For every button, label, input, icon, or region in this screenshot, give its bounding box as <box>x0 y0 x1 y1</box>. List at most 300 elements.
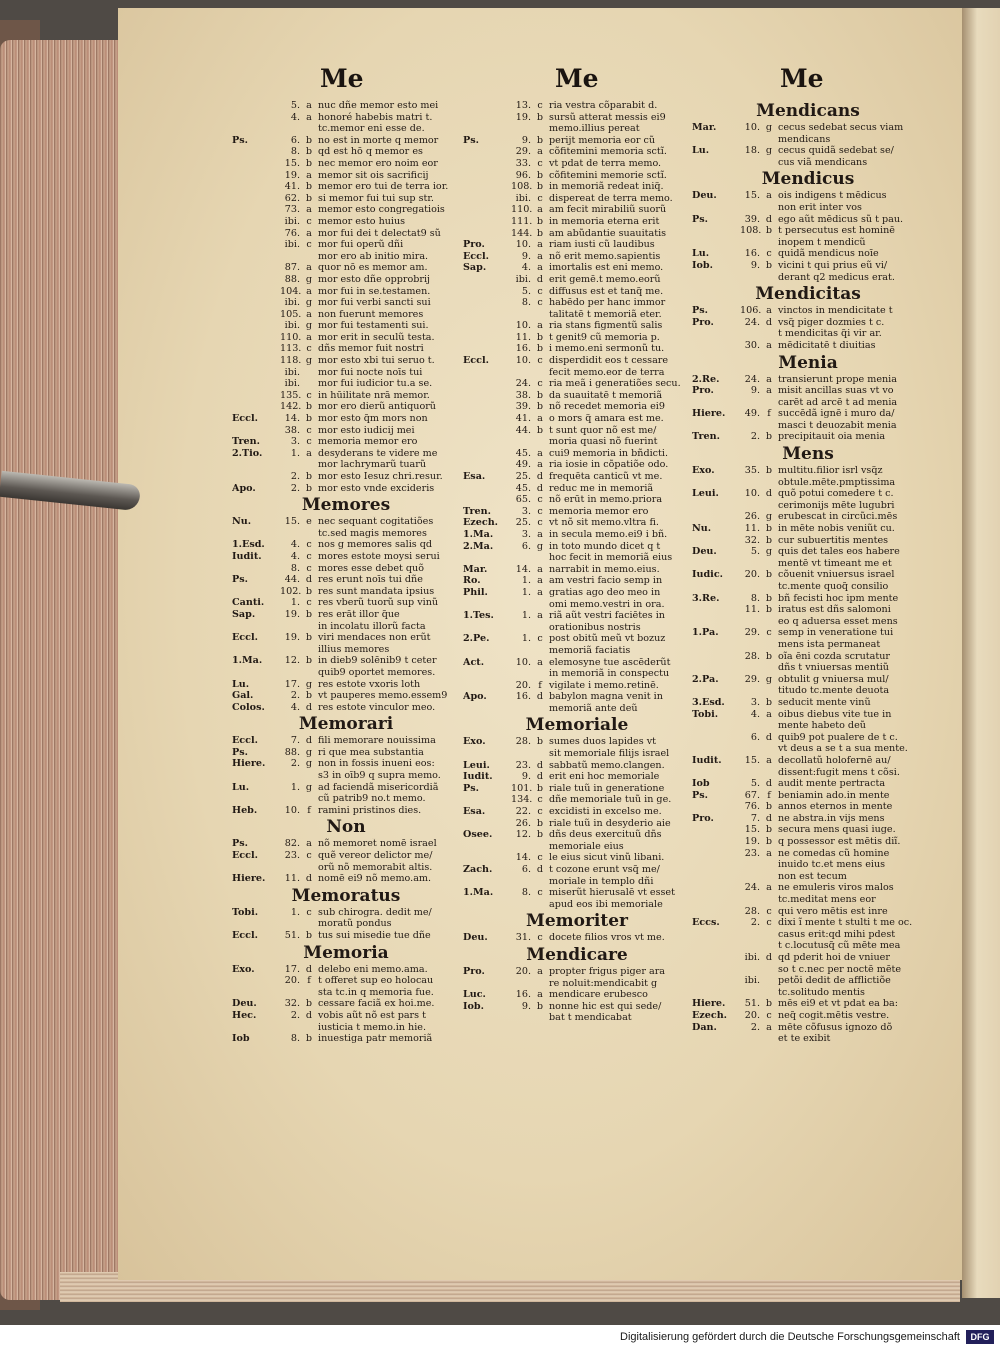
entry-line <box>692 1010 924 1022</box>
entry-text: sursũ atterat̃ messis ei9 <box>549 111 666 123</box>
entry-line <box>692 214 924 226</box>
section-letter: c <box>306 424 312 436</box>
chapter-number: 12. <box>284 655 300 667</box>
ref-abbrev: Lu. <box>232 781 250 793</box>
lemma-heading: Memorari <box>298 714 394 735</box>
section-letter: d <box>536 759 544 771</box>
section-letter: b <box>765 534 773 546</box>
chapter-number: 3. <box>290 436 300 448</box>
chapter-number: 1. <box>290 597 300 609</box>
entry-text: sumes duos lapides vt <box>549 736 656 748</box>
ref-abbrev: Gal. <box>232 690 254 702</box>
entry-text: oĩa ēni cozda scrutatur <box>778 650 890 662</box>
section-letter: d <box>765 812 773 824</box>
entry-text: talitatē t memoriã eter. <box>549 308 662 320</box>
entry-text: cũ patrib9 no.t memo. <box>318 793 426 805</box>
entry-line <box>232 702 460 714</box>
entry-text: imortalis est eni memo. <box>549 262 664 274</box>
entry-text: derant q2 medicus erat. <box>778 271 895 283</box>
entry-line <box>463 852 691 864</box>
ref-abbrev: Ezech. <box>692 1009 728 1021</box>
entry-line <box>463 748 691 760</box>
chapter-number: 10. <box>515 320 531 332</box>
ref-abbrev: Hiere. <box>692 998 726 1010</box>
chapter-number: ibi. <box>744 975 760 987</box>
entry-line <box>232 679 460 691</box>
section-letter: f <box>538 679 542 691</box>
section-letter: a <box>537 239 543 251</box>
ref-abbrev: Hiere. <box>232 758 266 770</box>
entry-line <box>232 413 460 425</box>
entry-line <box>692 260 924 272</box>
chapter-number: 10. <box>515 656 531 668</box>
lemma-heading: Memoratus <box>291 885 401 906</box>
entry-line <box>232 436 460 448</box>
ref-abbrev: Sap. <box>463 262 487 274</box>
section-letter: a <box>306 262 312 274</box>
entry-text: non est tecum <box>778 870 847 882</box>
section-letter: b <box>536 401 544 413</box>
section-letter: b <box>305 146 313 158</box>
chapter-number: 118. <box>280 355 302 367</box>
section-letter: c <box>306 597 312 609</box>
entry-text: honoré habebis matri t. <box>318 111 433 123</box>
chapter-number: 20. <box>515 965 531 977</box>
section-letter: b <box>305 1033 313 1045</box>
entry-text: res estote vxoris loth <box>318 678 421 690</box>
entry-line <box>692 237 924 249</box>
entry-line <box>692 328 924 340</box>
chapter-number: 41. <box>284 181 300 193</box>
section-letter: a <box>306 308 312 320</box>
entry-line <box>692 569 924 581</box>
entry-text: mor esto vnde excideris <box>318 482 435 494</box>
entry-text: cõuenit vniuersus israel <box>778 569 895 581</box>
entry-line <box>232 539 460 551</box>
section-letter: b <box>536 215 544 227</box>
entry-line <box>692 122 924 134</box>
entry-text: sta tc.in q memoria fue. <box>318 986 434 998</box>
ref-abbrev: Eccl. <box>232 735 258 747</box>
entry-text: vinctos in mendicitate t <box>778 305 893 317</box>
section-letter: b <box>305 632 313 644</box>
ref-abbrev: Iudic. <box>692 569 723 581</box>
entry-line <box>463 332 691 344</box>
chapter-number: 1. <box>521 633 531 645</box>
chapter-number: 8. <box>290 146 300 158</box>
section-letter: b <box>765 801 773 813</box>
entry-text: memoriale eius <box>549 840 624 852</box>
entry-line <box>692 190 924 202</box>
ref-abbrev: Tren. <box>232 436 260 448</box>
chapter-number: 45. <box>515 447 531 459</box>
chapter-number: 19. <box>515 111 531 123</box>
chapter-number: 31. <box>515 932 531 944</box>
chapter-number: 4. <box>750 708 760 720</box>
section-letter: g <box>765 546 773 558</box>
section-letter: b <box>765 650 773 662</box>
section-letter: a <box>306 169 312 181</box>
entry-text: memor sit ois sacrificij <box>318 169 429 181</box>
entry-line <box>463 1001 691 1013</box>
section-letter: b <box>536 829 544 841</box>
section-letter: c <box>766 1009 772 1021</box>
entry-line <box>463 286 691 298</box>
ref-abbrev: Eccs. <box>692 917 720 929</box>
entry-text: cõfitemini memoria sctĩ. <box>549 146 667 158</box>
entry-text: excidisti in excelso me. <box>549 806 662 818</box>
entry-line <box>692 917 924 929</box>
entry-text: vobis aũt nõ est pars t <box>318 1009 426 1021</box>
entry-text: post obitũ meũ vt bozuz <box>549 633 666 645</box>
entry-line <box>463 320 691 332</box>
section-letter: a <box>537 586 543 598</box>
chapter-number: 76. <box>284 227 300 239</box>
entry-text: vt nõ sit memo.vltra fi. <box>549 517 659 529</box>
entry-text: tc.sed magis memores <box>318 527 427 539</box>
section-letter: c <box>766 917 772 929</box>
chapter-number: 9. <box>521 134 531 146</box>
entry-line <box>232 597 460 609</box>
section-letter: b <box>765 696 773 708</box>
section-letter: a <box>537 459 543 471</box>
ref-abbrev: Apo. <box>232 482 256 494</box>
section-letter: b <box>765 431 773 443</box>
ref-abbrev: Deu. <box>692 190 717 202</box>
entry-text: ne emuleris viros malos <box>778 882 894 894</box>
entry-text: mor esto q̃m mors non <box>318 413 428 425</box>
entry-text: propter frigus piger ara <box>549 965 666 977</box>
entry-line <box>232 181 460 193</box>
section-letter: b <box>536 134 544 146</box>
chapter-number: 30. <box>744 339 760 351</box>
chapter-number: 20. <box>744 1009 760 1021</box>
chapter-number: 28. <box>515 736 531 748</box>
entry-line <box>463 367 691 379</box>
entry-text: in mēte nobis veniũt cu. <box>778 523 895 535</box>
section-letter: c <box>306 550 312 562</box>
entry-text: in memoriã redeat iniq̃. <box>549 181 664 193</box>
entry-line <box>232 193 460 205</box>
entry-text: tus sui misedie tue dñe <box>318 930 431 941</box>
section-letter: b <box>765 569 773 581</box>
entry-text: mor ero dierũ antiquorũ <box>318 401 436 413</box>
entry-text: mor esto xbi tui seruo t. <box>318 355 435 367</box>
entry-line <box>232 838 460 850</box>
section-letter: c <box>537 633 543 645</box>
section-letter: c <box>537 806 543 818</box>
entry-line <box>232 343 460 355</box>
entry-line <box>232 1010 460 1022</box>
entry-text: nonne hic est qui sede/ <box>549 1000 662 1012</box>
entry-line <box>232 667 460 679</box>
section-letter: c <box>766 248 772 260</box>
ref-abbrev: Exo. <box>692 465 715 477</box>
entry-text: mentē vt timeant me et <box>778 557 892 569</box>
entry-text: iusticia t memo.in hie. <box>318 1021 427 1033</box>
entry-line <box>463 864 691 876</box>
chapter-number: 23. <box>744 847 760 859</box>
entry-text: dñs t vniuersas mentiũ <box>778 662 889 674</box>
entry-text: mor fui iudicior tu.a se. <box>318 378 433 390</box>
ref-abbrev: Mar. <box>692 122 717 133</box>
entry-text: mor fui operũ dñi <box>318 239 404 251</box>
entry-line <box>463 876 691 888</box>
chapter-number: 7. <box>290 735 300 747</box>
entry-line <box>692 581 924 593</box>
entry-text: mor fui dei t delectat9 sũ <box>318 227 441 239</box>
chapter-number: 10. <box>744 488 760 500</box>
section-letter: d <box>536 471 544 482</box>
entry-text: ria iosie in cõpatiõe odo. <box>549 459 669 471</box>
section-letter: g <box>765 673 773 685</box>
entry-line <box>232 228 460 240</box>
entry-text: obtule.mēte.pmptissima <box>778 476 896 488</box>
section-letter: c <box>537 297 543 309</box>
entry-line <box>692 778 924 790</box>
entry-line <box>692 929 924 941</box>
entry-line <box>692 488 924 500</box>
entry-text: moriale in templo dñi <box>549 875 654 887</box>
chapter-number: 32. <box>744 534 760 546</box>
entry-text: semp in veneratione tui <box>778 627 894 639</box>
section-letter: b <box>765 259 773 271</box>
entry-line <box>232 262 460 274</box>
entry-line <box>232 747 460 759</box>
entry-line <box>463 564 691 576</box>
entry-text: ois indigens t mēdicus <box>778 190 887 202</box>
chapter-number: 35. <box>744 465 760 477</box>
section-letter: b <box>305 134 313 146</box>
entry-text: qd pderit hoi de vniuer <box>778 952 890 963</box>
chapter-number: 144. <box>511 227 533 239</box>
section-letter: c <box>537 355 543 367</box>
entry-line <box>692 720 924 732</box>
chapter-number: 87. <box>284 262 300 274</box>
ref-abbrev: Deu. <box>232 998 257 1010</box>
entry-text: ri que mea substantia <box>318 746 424 758</box>
section-letter: a <box>766 708 772 720</box>
entry-line <box>232 609 460 621</box>
entry-text: dissent:fugit mens t cõsi. <box>778 766 900 778</box>
entry-line <box>232 850 460 862</box>
ref-abbrev: 3.Re. <box>692 592 720 604</box>
entry-line <box>692 767 924 779</box>
ref-abbrev: Act. <box>463 656 485 668</box>
entry-line <box>463 517 691 529</box>
entry-line <box>232 425 460 437</box>
chapter-number: 14. <box>284 413 300 425</box>
ref-abbrev: 1.Ma. <box>463 528 494 540</box>
entry-text: mendicans <box>778 133 831 145</box>
entry-line <box>232 632 460 644</box>
entry-line <box>232 528 460 540</box>
section-letter: b <box>536 331 544 343</box>
entry-text: riale tuũ in generatione <box>549 782 665 794</box>
entry-line <box>463 355 691 367</box>
entry-line <box>463 736 691 748</box>
entry-text: non fuerunt memores <box>318 308 424 320</box>
entry-line <box>463 216 691 228</box>
entry-text: riam iusti cũ laudibus <box>549 239 655 251</box>
section-letter: d <box>765 488 773 500</box>
entry-line <box>232 551 460 563</box>
entry-text: q possessor est mētis diĩ. <box>778 836 901 848</box>
ref-abbrev: Colos. <box>232 701 265 713</box>
entry-text: babylon magna venit in <box>549 691 663 703</box>
section-letter: b <box>536 227 544 239</box>
chapter-number: 1. <box>290 447 300 459</box>
entry-text: dñe memoriale tuũ in ge. <box>549 794 672 806</box>
chapter-number: 88. <box>284 746 300 758</box>
section-letter: g <box>765 145 773 157</box>
entry-text: in secula memo.ei9 i bñ. <box>549 528 668 540</box>
ref-abbrev: Eccl. <box>232 930 258 941</box>
entry-text: ramini pristinos dies. <box>318 804 422 816</box>
entry-line <box>232 918 460 930</box>
entry-line <box>692 546 924 558</box>
section-letter: a <box>306 447 312 459</box>
chapter-number: 2. <box>290 482 300 494</box>
entry-line <box>463 239 691 251</box>
ref-abbrev: Eccl. <box>463 355 489 367</box>
entry-text: cerimonijs mēte lugubri <box>778 499 895 511</box>
section-letter: d <box>536 273 544 285</box>
lemma-heading: Mens <box>782 444 834 465</box>
ref-abbrev: Tobi. <box>692 708 719 720</box>
entry-text: cõfitemini memorie sctĩ. <box>549 169 667 181</box>
entry-text: nuc dñe memor esto mei <box>318 100 439 111</box>
entry-text: iratus est dñs salomoni <box>778 604 891 616</box>
entry-text: casus erit:qd mihi pdest <box>778 928 896 940</box>
facing-page-edge <box>962 8 1000 1298</box>
entry-line <box>463 390 691 402</box>
chapter-number: 16. <box>515 691 531 703</box>
entry-text: nõ memoret̃ nomē israel <box>318 838 437 850</box>
ref-abbrev: Mar. <box>463 563 488 575</box>
entry-line <box>232 975 460 987</box>
entry-text: vicini t qui prius eũ vi/ <box>778 259 888 271</box>
entry-text: cessare faciã ex hoi.me. <box>318 998 435 1010</box>
section-letter: d <box>765 952 773 963</box>
chapter-number: 29. <box>744 627 760 639</box>
chapter-number: 20. <box>744 569 760 581</box>
chapter-number: 8. <box>290 1033 300 1045</box>
section-letter: f <box>767 789 771 801</box>
entry-text: secura mens quasi iuge. <box>778 824 896 836</box>
section-letter: a <box>306 111 312 123</box>
entry-text: quib9 oportet memores. <box>318 666 436 678</box>
chapter-number: 4. <box>290 111 300 123</box>
chapter-number: 65. <box>515 494 531 506</box>
text-column-3 <box>692 100 924 1045</box>
ref-abbrev: Canti. <box>232 597 265 609</box>
entry-line <box>692 145 924 157</box>
entry-line <box>692 604 924 616</box>
entry-text: inuestiga patr memoriã <box>318 1033 433 1045</box>
ref-abbrev: 2.Re. <box>692 373 720 385</box>
entry-line <box>463 989 691 1001</box>
chapter-number: 28. <box>744 905 760 917</box>
entry-line <box>692 225 924 237</box>
section-letter: d <box>536 482 544 494</box>
chapter-number: 2. <box>750 917 760 929</box>
entry-text: delebo eni memo.ama. <box>318 963 428 975</box>
entry-line <box>232 770 460 782</box>
section-letter: g <box>305 355 313 367</box>
chapter-number: 10. <box>515 239 531 251</box>
entry-text: diffusus est et tanq̃ me. <box>549 285 664 297</box>
entry-text: vt pdat de terra memo. <box>549 157 662 169</box>
entry-text: dixi ĩ mente t stulti t me oc. <box>778 917 913 929</box>
chapter-number: 29. <box>744 673 760 685</box>
section-letter: c <box>306 906 312 918</box>
section-letter: d <box>765 316 773 328</box>
section-letter: g <box>765 511 773 523</box>
entry-text: tc.solitudo mentis <box>778 986 865 998</box>
text-column-1 <box>232 100 460 1045</box>
chapter-number: 18. <box>744 145 760 157</box>
section-letter: d <box>536 691 544 703</box>
entry-line <box>692 732 924 744</box>
chapter-number: 111. <box>511 215 533 227</box>
entry-line <box>232 873 460 885</box>
entry-line <box>692 535 924 547</box>
entry-line <box>692 906 924 918</box>
ref-abbrev: Ps. <box>692 305 708 317</box>
lemma-heading: Mendicans <box>756 101 860 121</box>
entry-text: viri mendaces non erũt <box>318 632 431 644</box>
entry-line <box>692 651 924 663</box>
entry-line <box>692 836 924 848</box>
lemma-heading: Mendicare <box>526 944 628 965</box>
entry-line <box>692 511 924 523</box>
entry-text: fecit memo.eor de terra <box>549 366 665 378</box>
entry-line <box>463 841 691 853</box>
ref-abbrev: 1.Ma. <box>463 887 494 899</box>
chapter-number: 101. <box>511 782 533 794</box>
entry-text: ad faciendã misericordiã <box>318 781 439 793</box>
chapter-number: 41. <box>515 413 531 425</box>
lemma-heading: Non <box>326 817 366 838</box>
entry-text: mor lachrymarũ tuarũ <box>318 459 427 471</box>
entry-text: in memoria eterna erit <box>549 215 660 227</box>
entry-line <box>692 824 924 836</box>
entry-text: t genit9 cũ memoria p. <box>549 331 660 343</box>
entry-text: mor esto iudicij mei <box>318 424 415 436</box>
entry-text: qui vero mētis est inre <box>778 905 888 917</box>
chapter-number: 142. <box>280 401 302 413</box>
chapter-number: 1. <box>521 610 531 622</box>
entry-line <box>463 413 691 425</box>
chapter-number: 4. <box>290 701 300 713</box>
entry-line <box>232 471 460 483</box>
entry-text: mor esto Iesuz chri.resur. <box>318 471 443 482</box>
entry-text: oibus diebus vite tue in <box>778 708 892 720</box>
chapter-number: 108. <box>511 181 533 193</box>
chapter-number: 15. <box>744 190 760 202</box>
entry-line <box>692 157 924 169</box>
section-letter: a <box>766 385 772 397</box>
section-letter: b <box>536 181 544 193</box>
entry-line <box>463 633 691 645</box>
entry-line <box>463 829 691 841</box>
entry-text: sit memoriale filijs israel <box>549 748 670 760</box>
section-letter: a <box>537 610 543 622</box>
entry-line <box>692 801 924 813</box>
lemma-heading: Memoriter <box>526 911 628 932</box>
entry-text: vigilate i memo.retinē. <box>549 679 659 691</box>
